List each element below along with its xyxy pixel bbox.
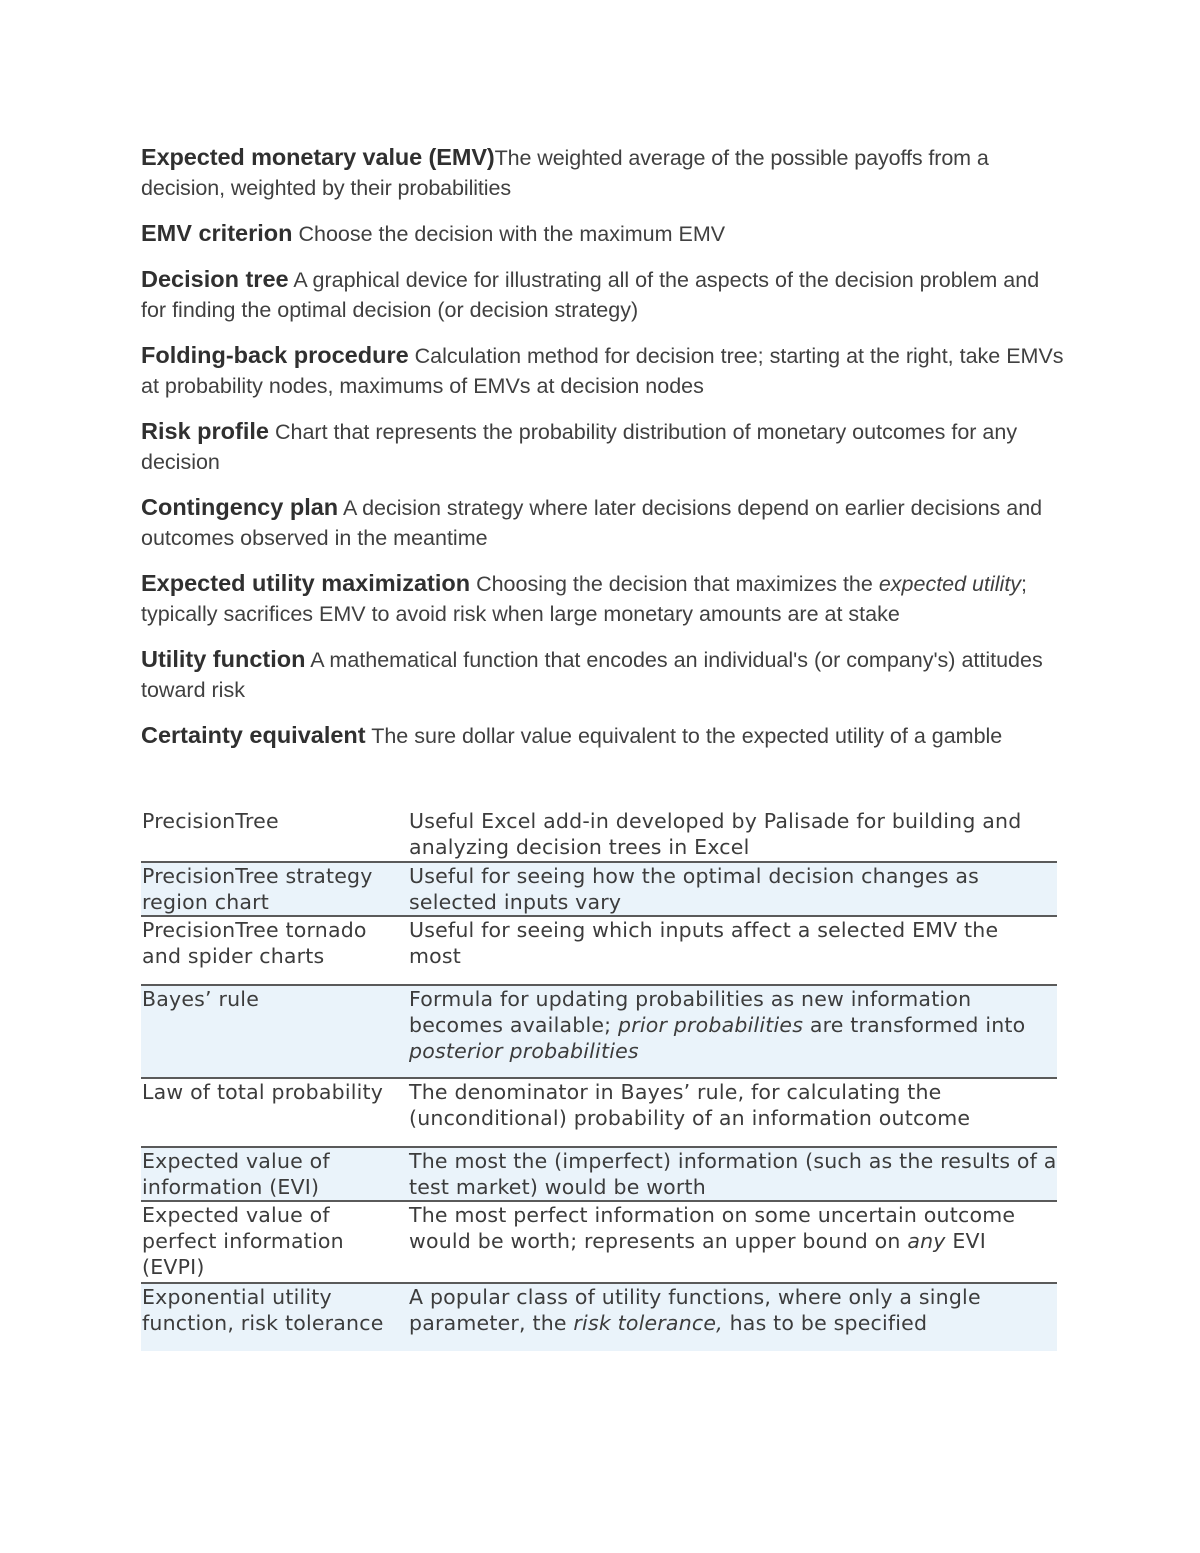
definition-text: A mathematical function that encodes an individual's (or company's) attitudes toward risk [141,648,1043,702]
glossary-desc-part: The most perfect information on some uncertain outcome would be worth; represents an upper bound on [409,1203,1016,1253]
glossary-emphasis: any [907,1229,946,1253]
table-row [141,862,1057,916]
glossary-emphasis: prior probabilities [617,1013,804,1037]
definition-term: Certainty equivalent [141,722,366,748]
definition-expected-utility [141,568,1066,629]
glossary-term: Expected value of perfect information (EVPI) [142,1203,344,1279]
definition-emv-criterion [141,218,1066,249]
table-row [141,916,1057,985]
glossary-desc: The denominator in Bayes’ rule, for calculating the (unconditional) probability of an information outcome [409,1080,971,1130]
table-row [141,1147,1057,1201]
glossary-desc [408,1283,1057,1351]
definition-utility-function [141,644,1066,705]
definition-text-part: ; typically sacrifices EMV to avoid risk when large monetary amounts are at stake [141,572,1028,626]
definition-certainty-equivalent [141,720,1066,751]
glossary-term: Law of total probability [142,1080,384,1104]
table-row [141,808,1057,862]
glossary-emphasis: risk tolerance, [573,1311,723,1335]
definition-term: Risk profile [141,418,269,444]
definition-term: Expected monetary value (EMV) [141,144,495,170]
definition-risk-profile [141,416,1066,477]
definition-contingency-plan [141,492,1066,553]
glossary-desc: Useful Excel add-in developed by Palisade for building and analyzing decision trees in Excel [409,809,1022,859]
definition-text: A decision strategy where later decisions depend on earlier decisions and outcomes observed in the meantime [141,496,1043,550]
glossary-desc: Useful for seeing which inputs affect a selected EMV the most [409,918,999,968]
definition-term: EMV criterion [141,220,293,246]
definition-term: Folding-back procedure [141,342,409,368]
definition-text: The weighted average of the possible payoffs from a decision, weighted by their probabilities [141,146,989,200]
definition-emphasis: expected utility [878,572,1022,596]
glossary-desc [408,985,1057,1078]
table-row [141,985,1057,1078]
glossary-term: Exponential utility function, risk tolerance [141,1283,408,1351]
table-row [141,1078,1057,1147]
definition-text: Choose the decision with the maximum EMV [298,222,726,246]
definition-text: Chart that represents the probability distribution of monetary outcomes for any decision [141,420,1018,474]
glossary-desc-part: Formula for updating probabilities as new information becomes available; [409,987,972,1037]
definition-term: Contingency plan [141,494,339,520]
glossary-table [141,808,1057,1351]
glossary-term: Expected value of information (EVI) [141,1147,408,1201]
table-row [141,1283,1057,1351]
glossary-desc-part: are transformed into [809,1013,1026,1037]
glossary-emphasis: posterior probabilities [409,1039,639,1063]
definition-text: The sure dollar value equivalent to the expected utility of a gamble [371,724,1003,748]
definition-term: Expected utility maximization [141,570,471,596]
definition-term: Utility function [141,646,306,672]
definition-text-part: Choosing the decision that maximizes the [476,572,873,596]
glossary-desc [408,1201,1057,1283]
definition-text: A graphical device for illustrating all of the aspects of the decision problem and for finding the optimal decision (or decision strategy) [141,268,1040,322]
glossary-desc-part: EVI [952,1229,986,1253]
glossary-desc-part: has to be specified [729,1311,928,1335]
glossary-term: PrecisionTree [142,809,279,833]
glossary-desc-part: A popular class of utility functions, where only a single parameter, the [409,1285,981,1335]
glossary-term: PrecisionTree strategy region chart [141,862,408,916]
glossary-desc: The most the (imperfect) information (such as the results of a test market) would be worth [409,1149,1057,1199]
glossary-term: PrecisionTree tornado and spider charts [142,918,367,968]
definition-folding-back [141,340,1066,401]
definitions-list [141,142,1066,766]
definition-decision-tree [141,264,1066,325]
glossary-desc: Useful for seeing how the optimal decision changes as selected inputs vary [408,862,1057,916]
definition-emv [141,142,1066,203]
definition-term: Decision tree [141,266,289,292]
glossary-term: Bayes’ rule [141,985,408,1078]
definition-text: Calculation method for decision tree; starting at the right, take EMVs at probability nodes, maximums of EMVs at decision nodes [141,344,1064,398]
table-row [141,1201,1057,1283]
